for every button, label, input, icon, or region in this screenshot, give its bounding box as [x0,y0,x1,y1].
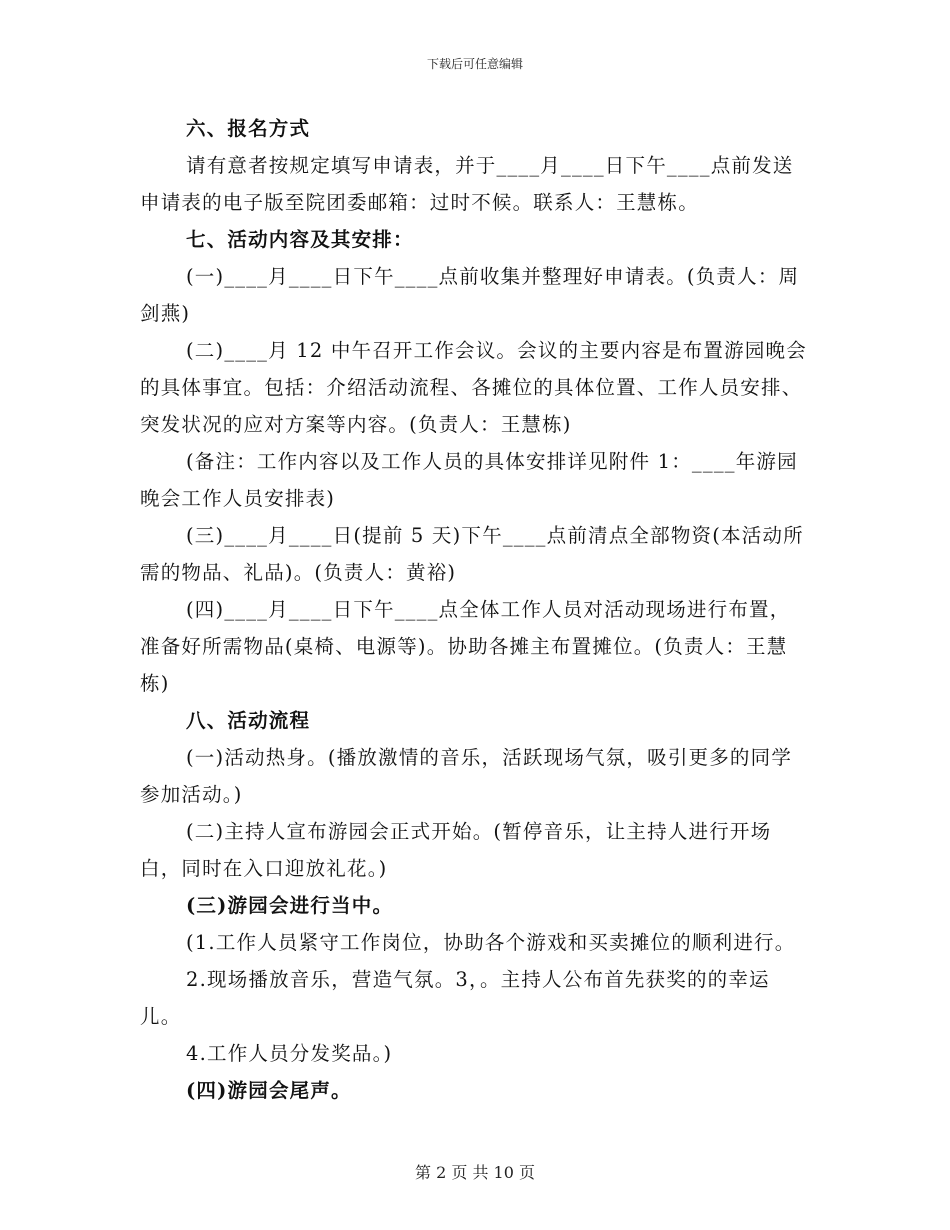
subsection-heading: (三)游园会进行当中。 [186,894,394,917]
paragraph: (备注：工作内容以及工作人员的具体安排详见附件 1：____年游园晚会工作人员安排表) [140,450,798,510]
section-heading: 八、活动流程 [186,709,311,732]
paragraph: (一)____月____日下午____点前收集并整理好申请表。(负责人：周剑燕) [140,265,800,325]
subsection-heading: (四)游园会尾声。 [186,1079,352,1102]
page-number: 第 2 页 共 10 页 [415,1163,535,1182]
paragraph: (二)____月 12 中午召开工作会议。会议的主要内容是布置游园晚会的具体事宜。包括：介绍活动流程、各摊位的具体位置、工作人员安排、突发状况的应对方案等内容。(负责人：王慧栋) [140,339,807,436]
paragraph: (三)____月____日(提前 5 天)下午____点前清点全部物资(本活动所需的物品、礼品)。(负责人：黄裕) [140,524,804,584]
paragraph: (二)主持人宣布游园会正式开始。(暂停音乐，让主持人进行开场白，同时在入口迎放礼花。) [140,820,772,880]
paragraph: (1.工作人员紧守工作岗位，协助各个游戏和买卖摊位的顺利进行。 [186,931,796,954]
paragraph: 请有意者按规定填写申请表，并于____月____日下午____点前发送申请表的电子版至院团委邮箱：过时不候。联系人：王慧栋。 [140,154,794,214]
section-heading: 七、活动内容及其安排： [186,228,414,251]
paragraph: (四)____月____日下午____点全体工作人员对活动现场进行布置，准备好所需物品(桌椅、电源等)。协助各摊主布置摊位。(负责人：王慧栋) [140,598,791,695]
paragraph: 2.现场播放音乐，营造气氛。3，。主持人公布首先获奖的的幸运儿。 [140,968,770,1028]
paragraph: 4.工作人员分发奖品。) [186,1042,393,1065]
section-heading: 六、报名方式 [186,117,311,140]
document-body [140,110,808,1109]
header-note: 下载后可任意编辑 [426,57,523,71]
paragraph: (一)活动热身。(播放激情的音乐，活跃现场气氛，吸引更多的同学参加活动。) [140,746,793,806]
